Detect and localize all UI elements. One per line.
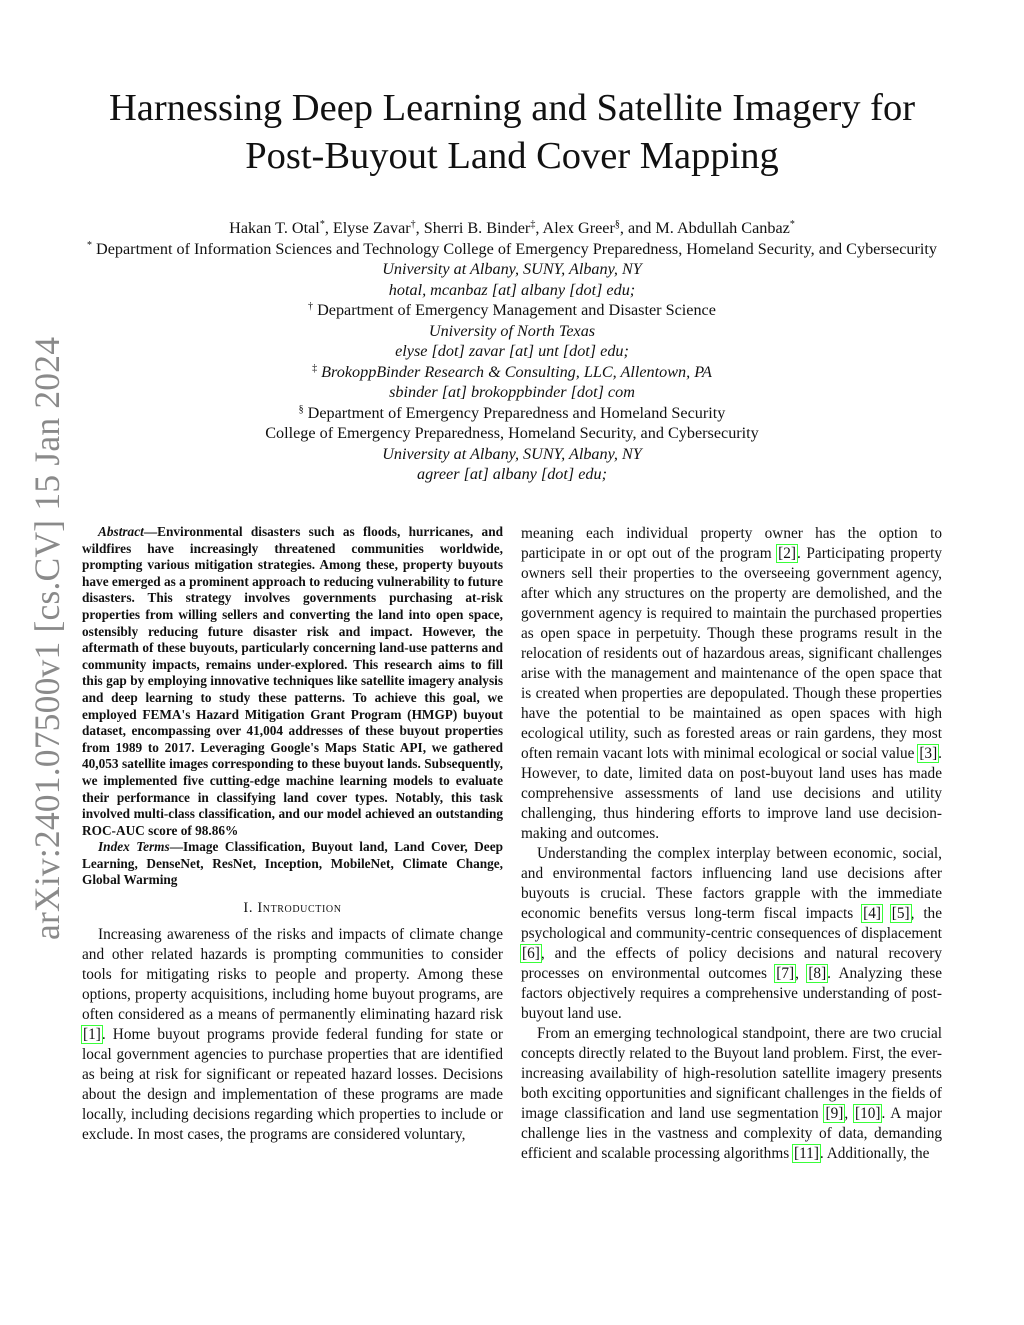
affil-mark: * — [86, 239, 92, 251]
paragraph-text: meaning each individual property owner has the option to participate in or opt out of the program — [521, 525, 942, 562]
author-canbaz: and M. Abdullah Canbaz — [627, 219, 790, 237]
affiliation-text: University of North Texas — [428, 321, 596, 340]
paragraph-text: . A major challenge lies in the vastness and complexity of data, demanding efficient and scalable processing algorithms — [521, 1105, 943, 1162]
section-title: Introduction — [257, 900, 342, 917]
affil-mark: † — [410, 219, 416, 230]
paragraph-1-continued — [521, 524, 942, 844]
separator: , — [415, 219, 424, 237]
affiliation-email: sbinder [at] brokoppbinder [dot] com — [389, 383, 635, 401]
citation-link[interactable]: [10] — [854, 1105, 881, 1122]
affiliation-text: University at Albany, SUNY, Albany, NY — [382, 444, 642, 463]
author-zavar: Elyse Zavar — [332, 219, 411, 237]
separator: , — [535, 219, 543, 237]
separator: , — [324, 219, 333, 237]
affiliation-text: College of Emergency Preparedness, Homeland Security, and Cybersecurity — [265, 424, 759, 442]
paper-title — [60, 84, 964, 180]
author-binder: Sherri B. Binder — [423, 219, 531, 237]
paragraph-1 — [82, 925, 503, 1145]
abstract-label: Abstract — [98, 524, 144, 539]
affiliation-2 — [60, 300, 964, 321]
citation-link[interactable]: [2] — [778, 545, 797, 562]
paragraph-3 — [521, 1024, 942, 1164]
arxiv-side-stamp: arXiv:2401.07500v1 [cs.CV] 15 Jan 2024 — [27, 336, 67, 940]
affiliation-3 — [60, 362, 964, 383]
paragraph-2 — [521, 844, 942, 1024]
affil-mark: * — [789, 219, 795, 230]
paragraph-text: . Additionally, the — [819, 1145, 930, 1162]
affil-mark: ‡ — [312, 362, 318, 374]
paragraph-text: . Participating property owners sell their properties to the overseeing government agency, after which any structures on the property are demolished, and the government agency is required to maintain the purchased properties as open space in perpetuity. Though these programs result in the relocation of residents out of hazardous areas, significant challenges arise with the management and maintenance of the open space that is created when properties are depopulated. Though these properties have the potential to be maintained as open spaces with high ecological utility, such as forested areas or rain gardens, they most often remain vacant lots with minimal ecological or social value — [521, 545, 942, 762]
index-terms-text: Image Classification, Buyout land, Land Cover, Deep Learning, DenseNet, ResNet, Inception, MobileNet, Climate Change, Global Warming — [82, 839, 503, 888]
author-block — [60, 218, 964, 485]
author-greer: Alex Greer — [542, 219, 615, 237]
paragraph-text: , and the effects of policy decisions and natural recovery processes on environmental outcomes — [521, 945, 942, 982]
paragraph-text: . However, to date, limited data on post-buyout land uses has made comprehensive assessments of land use decisions and utility challenging, thus hindering efforts to improve land use decision-making and outcomes. — [521, 745, 942, 842]
affiliation-text: Department of Emergency Preparedness and Homeland Security — [307, 403, 726, 422]
dash: — — [169, 839, 183, 855]
right-column — [521, 524, 942, 1164]
citation-link[interactable]: [11] — [794, 1145, 819, 1162]
citation-link[interactable]: [6] — [522, 945, 540, 962]
affiliation-email: hotal, mcanbaz [at] albany [dot] edu; — [388, 280, 636, 299]
citation-link[interactable]: [3] — [919, 745, 938, 762]
affiliation-text: Department of Information Sciences and Technology College of Emergency Preparedness, Homeland Security, and Cybersecurity — [96, 239, 937, 258]
citation-link[interactable]: [9] — [825, 1105, 844, 1122]
title-line-1: Harnessing Deep Learning and Satellite Imagery for — [108, 87, 916, 129]
paragraph-text: Understanding the complex interplay between economic, social, and environmental factors influencing land use decisions after buyouts is crucial. These factors grapple with the immediate economic benefits versus long-term fiscal impacts — [521, 845, 942, 922]
affiliation-email: elyse [dot] zavar [at] unt [dot] edu; — [395, 342, 629, 360]
author-otal: Hakan T. Otal — [229, 219, 320, 237]
affiliation-email: agreer [at] albany [dot] edu; — [416, 465, 608, 483]
separator: , — [619, 219, 628, 237]
citation-link[interactable]: [5] — [891, 905, 910, 922]
title-line-2: Post-Buyout Land Cover Mapping — [245, 135, 779, 177]
paragraph-text: , the psychological and community-centric consequences of displacement — [521, 905, 943, 942]
citation-link[interactable]: [1] — [83, 1026, 101, 1044]
affiliation-1 — [60, 239, 964, 260]
section-number: I. — [243, 900, 254, 917]
affiliation-text: Department of Emergency Management and Disaster Science — [317, 301, 716, 319]
affil-mark: † — [308, 301, 314, 312]
index-terms — [82, 839, 503, 889]
separator: , — [844, 1105, 854, 1122]
author-list — [60, 218, 964, 239]
paragraph-text: From an emerging technological standpoint, there are two crucial concepts directly related to the Buyout land problem. First, the ever-increasing availability of high-resolution satellite imagery presents both exciting opportunities and significant challenges in the fields of image classification and land use segmentation — [521, 1025, 942, 1122]
affiliation-text: University at Albany, SUNY, Albany, NY — [382, 260, 642, 278]
affil-mark: § — [298, 403, 304, 415]
section-heading-introduction — [82, 898, 503, 918]
abstract — [82, 524, 503, 839]
affil-mark: * — [319, 219, 325, 230]
paragraph-text: . Analyzing these factors objectively requires a comprehensive understanding of post-buyout land use. — [521, 965, 942, 1022]
citation-link[interactable]: [7] — [776, 965, 795, 982]
dash: — — [143, 524, 158, 539]
citation-link[interactable]: [4] — [863, 905, 881, 922]
separator: , — [795, 965, 808, 982]
affil-mark: ‡ — [530, 219, 536, 230]
affiliation-text: BrokoppBinder Research & Consulting, LLC, Allentown, PA — [321, 362, 712, 381]
left-column — [82, 524, 503, 1145]
paragraph-text: . Home buyout programs provide federal funding for state or local government agencies to purchase properties that are identified as being at risk for significant or repeated hazard losses. Decisions about the design and implementation of these programs are made locally, including decisions regarding which properties to include or exclude. In most cases, the programs are considered voluntary, — [82, 1026, 503, 1144]
abstract-text: Environmental disasters such as floods, hurricanes, and wildfires have increasingly threatened communities worldwide, prompting various mitigation strategies. Among these, property buyouts have emerged as a prominent approach to reducing vulnerability to future disasters. This strategy involves governments purchasing at-risk properties from willing sellers and converting the land into open space, ostensibly reducing future disaster risk and impact. However, the aftermath of these buyouts, particularly concerning land-use patterns and community impacts, remains under-explored. This research aims to fill this gap by employing innovative techniques like satellite imagery analysis and deep learning to study these patterns. To achieve this goal, we employed FEMA's Hazard Mitigation Grant Program (HMGP) buyout dataset, encompassing over 41,004 addresses of these buyout properties from 1989 to 2017. Leveraging Google's Maps Static API, we gathered 40,053 satellite images corresponding to these buyout lands. Subsequently, we implemented five cutting-edge machine learning models to evaluate their performance in classifying land cover types. Notably, this task involved multi-class classification, and our model achieved an outstanding ROC-AUC score of 98.86% — [82, 524, 503, 838]
affiliation-4 — [60, 403, 964, 424]
paragraph-text: Increasing awareness of the risks and impacts of climate change and other related hazards is prompting communities to consider tools for mitigating risks to people and property. Among these options, property acquisitions, including home buyout programs, are often considered as a means of permanently eliminating hazard risk — [82, 926, 503, 1024]
affil-mark: § — [614, 219, 620, 230]
citation-link[interactable]: [8] — [808, 965, 827, 982]
index-terms-label: Index Terms — [98, 839, 170, 855]
